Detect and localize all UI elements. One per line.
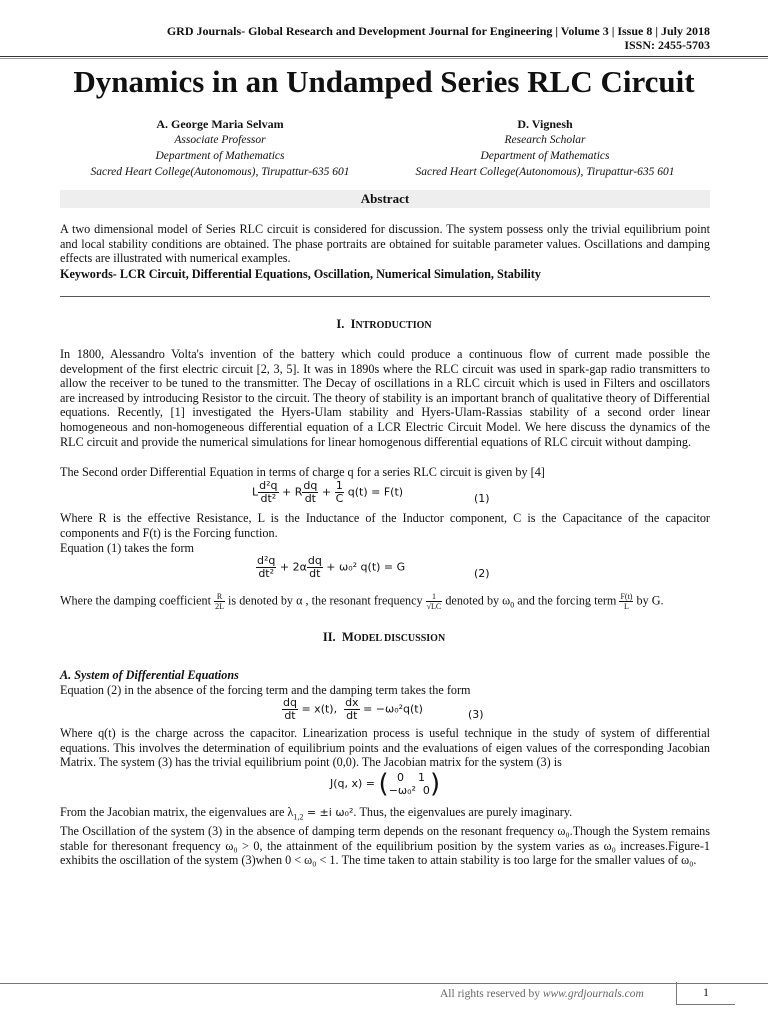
- equation-3-label: (3): [468, 708, 484, 721]
- section-heading-introduction: [0, 317, 768, 332]
- equation-1-label: (1): [474, 492, 490, 505]
- eigenvalue-sentence: From the Jacobian matrix, the eigenvalues are $\lambda_{1,2} = \pm i$ ω₀². Thus, the eigenvalues are purely imaginary.: [60, 805, 573, 822]
- page-number: 1: [676, 982, 735, 1005]
- text-fragment: From the Jacobian matrix, the eigenvalues are λ: [60, 805, 294, 819]
- author-affiliation: Sacred Heart College(Autonomous), Tirupattur-635 601: [415, 166, 675, 178]
- intro-paragraph: In 1800, Alessandro Volta's invention of the battery which could produce a continuous flow of current made possible the development of the first electric circuit [2, 3, 5]. It was in 1890s where the RLC circuit was used in spark-gap radio transmitters to allow the receiver to be tuned to the transmitter. The Decay of oscillations in a RLC circuit which is used in Filters and oscillators are increased by introducing Resistor to the circuit. The theory of stability is an important branch of qualitative theory of Differential equations. Recently, [1] investigated the Hyers-Ulam stability and Hyers-Ulam-Rassias stability of a second order linear homogeneous and non-homogeneous differential equation of a LCR Electric Circuit Model. We here discuss the dynamics of the RLC circuit and provide the numerical simulations for linear homogenous differential equations of RLC circuit without damping.: [60, 347, 710, 449]
- abstract-heading: Abstract: [60, 190, 710, 208]
- abstract-divider: [60, 296, 710, 297]
- header-divider-thin: [0, 58, 768, 59]
- author-dept: Department of Mathematics: [480, 150, 610, 162]
- text-fragment: is denoted by α , the resonant frequency: [228, 593, 423, 608]
- section-number: II.: [322, 630, 336, 644]
- abstract-text: A two dimensional model of Series RLC circuit is considered for discussion. The system possess only the trivial equilibrium point and local stability conditions are obtained. The phase portraits are obtained for suitable parameter values. Oscillations and damping effects are illustrated with numerical examples.: [60, 222, 710, 266]
- journal-header: [126, 24, 710, 52]
- equation-3: $\frac{dq}{dt}$ = x(t), $\frac{dx}{dt}$ = −ω₀²q(t): [283, 696, 423, 722]
- subsection-heading: A. System of Differential Equations: [60, 668, 239, 682]
- author-role: Research Scholar: [504, 134, 586, 146]
- equation-2-label: (2): [474, 567, 490, 580]
- section-heading-model: [0, 630, 768, 645]
- keywords: Keywords- LCR Circuit, Differential Equations, Oscillation, Numerical Simulation, Stability: [60, 267, 541, 281]
- text-fragment: denoted by ω: [445, 593, 511, 608]
- footer-divider: [0, 983, 768, 984]
- author-block-1: [55, 116, 385, 180]
- oscillation-paragraph: The Oscillation of the system (3) in the absence of damping term depends on the resonant frequency ω₀.Though the System remains stable for theresonant frequency ω₀ > 0, the attainment of the equilibrium position by the system varies as ω₀ increases.Figure-1 exhibits the oscillation of the system (3)when 0 < ω₀ < 1. The time taken to attain stability is too large for the smaller values of ω₀.: [60, 824, 710, 868]
- footer-text: All rights reserved by: [440, 988, 540, 1000]
- author-name: A. George Maria Selvam: [156, 117, 284, 131]
- section-title-rest: ODEL DISCUSSION: [353, 633, 446, 644]
- fraction-f-over-l: $\frac{F(t)}{L}$: [620, 592, 633, 611]
- author-block-2: [380, 116, 710, 180]
- section-title-initial: M: [341, 630, 354, 644]
- equation-2-lead: Equation (1) takes the form: [60, 541, 195, 555]
- text-fragment: Where the damping coefficient: [60, 593, 212, 608]
- footer-copyright: [440, 988, 644, 1000]
- linearization-paragraph: Where q(t) is the charge across the capacitor. Linearization process is useful technique in the study of system of differential equations. This involves the determination of equilibrium points and the evaluations of eigen values of the corresponding Jacobian Matrix. The system (3) has the trivial equilibrium point (0,0). The Jacobian matrix for the system (3) is: [60, 726, 710, 770]
- journal-line: GRD Journals- Global Research and Development Journal for Engineering | Volume 3 | Issue 8 | July 2018: [166, 24, 710, 38]
- paper-title: Dynamics in an Undamped Series RLC Circuit: [73, 64, 695, 99]
- section-title-rest: NTRODUCTION: [355, 320, 432, 331]
- system-lead: Equation (2) in the absence of the forcing term and the damping term takes the form: [60, 683, 471, 697]
- author-dept: Department of Mathematics: [155, 150, 285, 162]
- text-fragment: and the forcing term: [517, 593, 617, 608]
- intro-definitions: Where R is the effective Resistance, L is the Inductance of the Inductor component, C is the Capacitance of the capacitor components and F(t) is the Forcing function.: [60, 511, 710, 540]
- footer-site-link[interactable]: www.grdjournals.com: [542, 988, 644, 1000]
- parameter-definitions: Where the damping coefficient $\frac{R}{2L}$ is denoted by α , the resonant frequency $\frac{1}{√LC}$ denoted by $\omega_0$ and the forcing term $\frac{F(t)}{L}$ by G.: [60, 592, 664, 611]
- author-role: Associate Professor: [174, 134, 266, 146]
- section-number: I.: [336, 317, 345, 331]
- section-title-initial: I: [350, 317, 356, 331]
- equation-1: L $\frac{\text{d²q}}{\text{dt²}}$ + R $\frac{dq}{dt}$ + $\frac{1}{C}$ q(t) = F(t): [252, 479, 404, 505]
- intro-equation-lead: The Second order Differential Equation in terms of charge q for a series RLC circuit is given by [4]: [60, 465, 545, 479]
- header-divider: [0, 56, 768, 57]
- text-fragment: . Thus, the eigenvalues are purely imaginary.: [353, 805, 573, 819]
- jacobian-matrix: J(q, x) = ( 0 1 −ω₀² 0): [330, 769, 441, 799]
- issn-line: ISSN: 2455-5703: [624, 38, 710, 52]
- fraction-1-over-sqrt-lc: $\frac{1}{√LC}$: [426, 592, 442, 611]
- fraction-r-over-2l: $\frac{R}{2L}$: [215, 592, 224, 611]
- text-fragment: by G.: [636, 593, 664, 608]
- author-affiliation: Sacred Heart College(Autonomous), Tirupattur-635 601: [90, 166, 350, 178]
- author-name: D. Vignesh: [517, 117, 573, 131]
- equation-2: $\frac{\text{d²q}}{\text{dt²}}$ + 2α $\frac{dq}{dt}$ + ω₀² q(t) = G: [257, 554, 406, 580]
